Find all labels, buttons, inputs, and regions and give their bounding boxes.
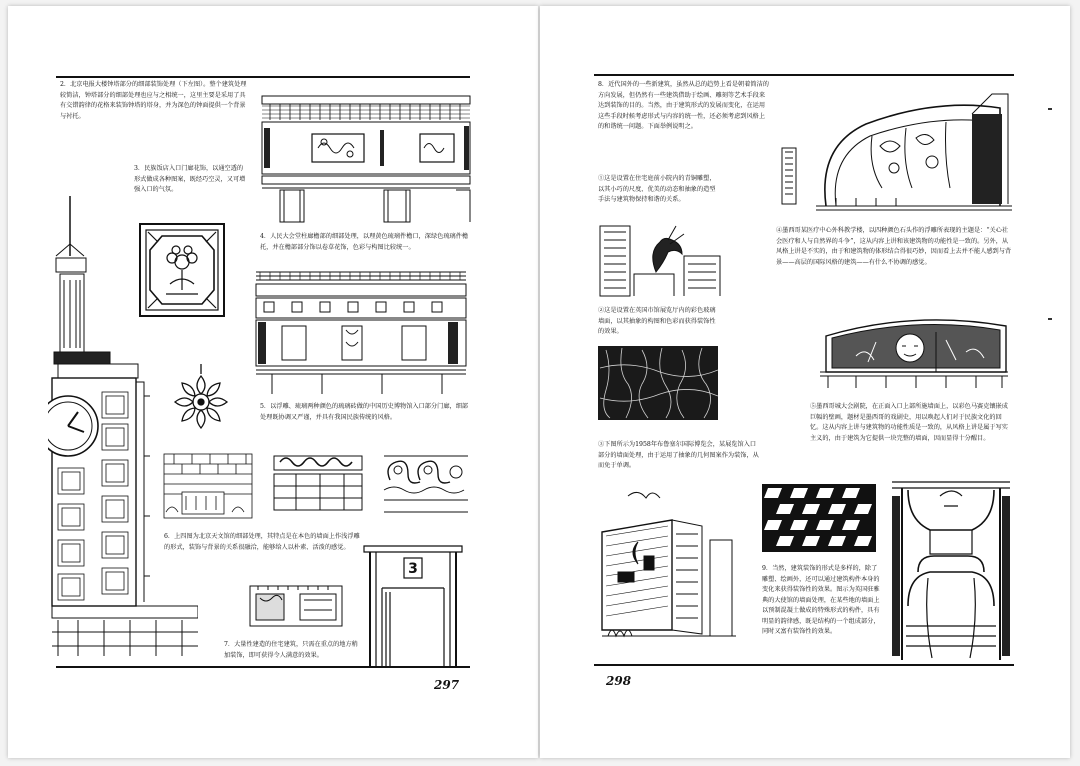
planetarium-detail-3 [380, 450, 470, 522]
caption-6: 6．上四图为北京天文馆的细部处理，其特点是在本色的墙面上作浅浮雕的形式，装饰与背景的关系很融洽，能够给人以朴素、活泼的感觉。 [164, 533, 360, 551]
caption-8c: ③下图所示为1958年布鲁塞尔国际博览会，某展览馆入口部分的墙面处理，由于运用了抽象的几何图案作为装饰，从而免于单调。 [598, 441, 759, 469]
bottom-rule [594, 664, 1014, 666]
left-page [8, 6, 538, 758]
caption-9: 9．当然，建筑装饰的形式是多样的，除了雕塑、绘画外，还可以通过建筑构件本身的变化来获得装饰性的效果。图示为英国驻雅典的大使馆的墙面处理，在某些地的墙面上以预制混凝土做成的特殊形式的构件，具有明显的韵律感，既是结构的一个组成部分，同时又富有装饰性的效果。 [762, 565, 880, 635]
bronze-sculpture-figure [598, 224, 722, 300]
caption-3: 3．民族饭店入口门廊花饰，以通空透的形式做成各种图案，既经巧空灵，又可增强入口的气氛。 [134, 165, 246, 193]
caption-8d: ④墨西哥某医疗中心外科教学楼，以四种颜色石头作的浮雕所表现的主题是：“关心社会医疗和人与自然界的斗争”，这从内容上讲和该建筑物的功能性是一致的。另外，从风格上讲是不实的，由于和建筑物的体形结合得很巧妙，因而看上去并不能人感到与背景——高层的国际风格的建筑——有什么不协调的感觉。 [776, 227, 1012, 266]
caption-8a: ①这是设置在住宅庭前小院内的青铜雕塑，以其小巧的尺度、优美的动态和抽象的造型手法与建筑物保持和谐的关系。 [598, 175, 716, 203]
planetarium-detail-2 [270, 452, 366, 514]
page-number: 298 [606, 674, 632, 688]
door-frame-figure [360, 542, 466, 668]
curved-facade-building-figure [776, 86, 1012, 216]
rosette-ornament-figure [168, 362, 234, 440]
stained-glass-wall-figure [598, 346, 718, 420]
margin-mark [1048, 318, 1052, 320]
caption-2: 2．北京电报大楼钟塔部分的细部装饰处理（下左图）。整个建筑处理较简洁，钟塔部分的细部处理也应与之相统一，这里主要是采用了具有交错韵律的花格来装饰钟塔的塔身，并为深色的钟面提供一个背景与衬托。 [60, 81, 247, 120]
ornamental-grille-figure [134, 218, 230, 322]
precast-pattern-figure [762, 484, 876, 552]
top-rule [594, 74, 1014, 76]
caption-4: 4．人民大会堂柱廊檐部的细部处理，以理黄色琉璃件檐口，深绿色琉璃件檐托，并在檐部部分饰以卷草花饰，色彩与构图比较统一。 [260, 233, 469, 251]
housing-balcony-figure [246, 580, 346, 632]
caption-8e: ⑤墨西哥城大会剧院，在正面入口上部所施墙面上，以彩色马赛克镶嵌成巨幅的壁画，题材是墨西哥的戏剧史，用以唤起人们对于民族文化的回忆。这从内容上讲与建筑物的功能性质是一致的，从风格上讲是属于写实主义的，由于建筑为它提供一块完整的墙面，因而显得十分醒目。 [810, 403, 1008, 442]
caption-8: 8．近代国外的一些新建筑，虽然从总的趋势上看是朝着简洁的方向发展，但仍然有一些建筑借助于绘画、雕刻等艺术手段来达到装饰的目的。当然，由于建筑形式的发展而变化，在运用这些手段时候考虑形式与内容的统一性，还必须考虑到风格上的和谐统一问题。下面举例说明之。 [598, 81, 769, 130]
expo-pavilion-figure [598, 486, 738, 646]
cornice-detail-figure [260, 90, 472, 226]
caption-5: 5．以浮雕、琉璃两种颜色的琉璃砖做的中国历史博物馆入口部分门廊，细部处理既协调又严谨，并具有我国民族传统的风格。 [260, 403, 469, 421]
right-page [540, 6, 1070, 758]
planetarium-detail-1 [162, 452, 254, 522]
door-sign-number: 3 [408, 561, 418, 577]
frieze-detail-figure [252, 266, 470, 396]
caption-7: 7．大量性建造的住宅建筑，只需在重点的地方稍加装饰，即可获得令人满意的效果。 [224, 641, 358, 659]
caption-8b: ②这是设置在英国市馆展览厅内的彩色玻璃墙面，以其抽象的构图和色彩而获得装饰性的效果。 [598, 307, 716, 335]
page-number: 297 [434, 678, 460, 692]
embassy-wall-figure [888, 476, 1014, 660]
theatre-mural-building-figure [816, 296, 1012, 392]
margin-mark [1048, 108, 1052, 110]
bottom-rule [56, 666, 470, 668]
top-rule [56, 76, 470, 78]
